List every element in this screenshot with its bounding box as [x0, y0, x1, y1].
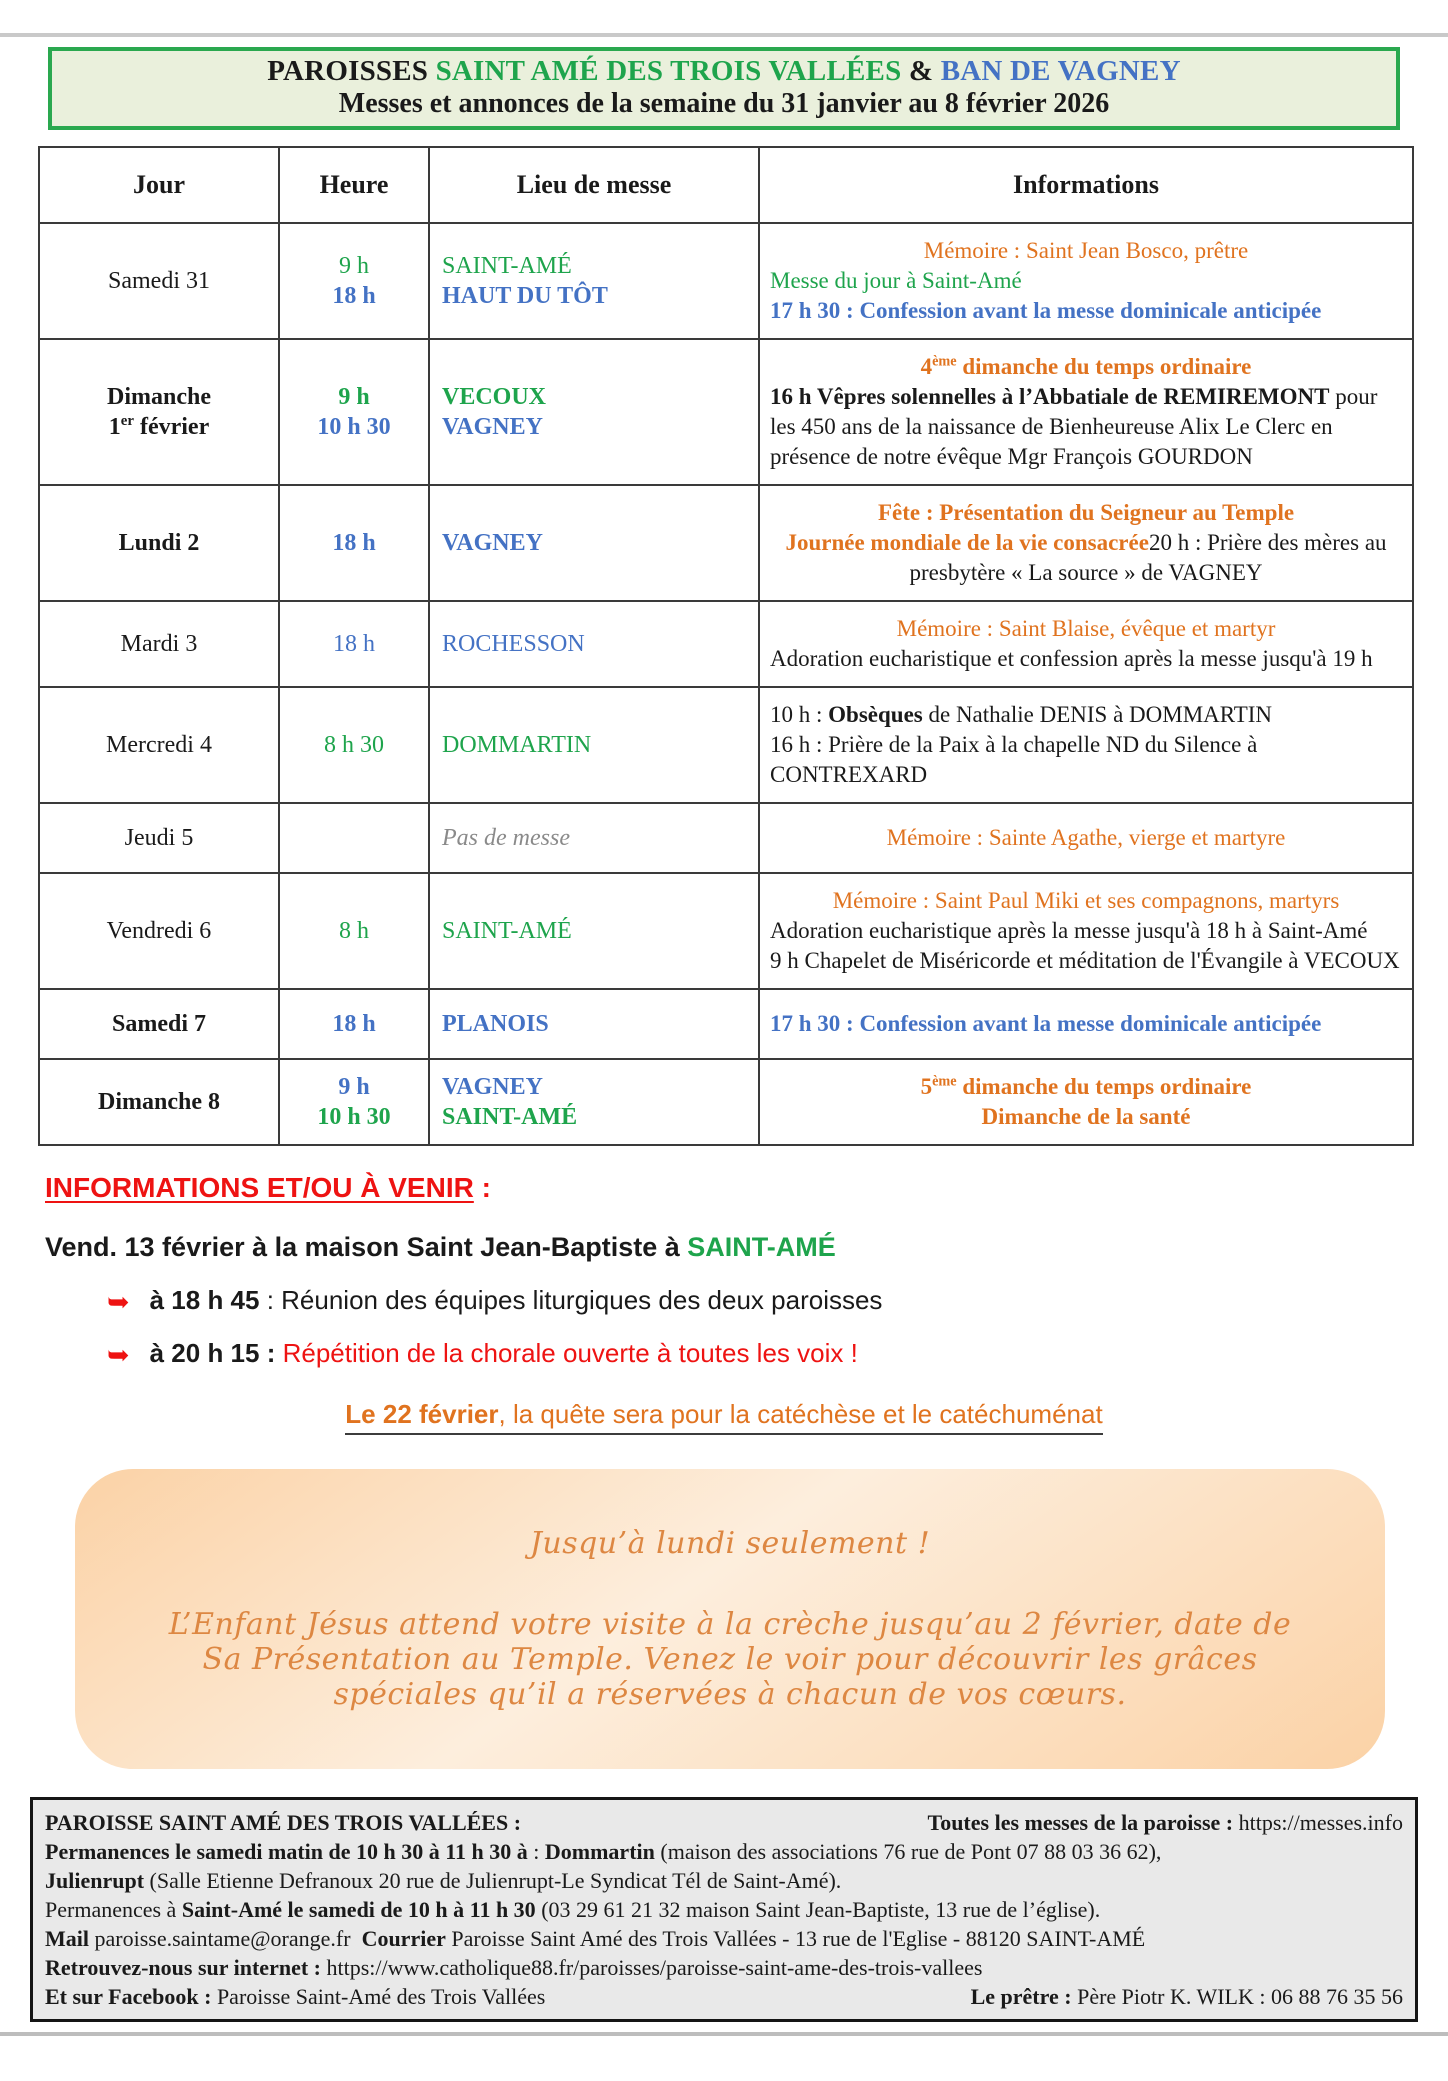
schedule-header-row	[39, 147, 1413, 223]
cell-line	[442, 916, 748, 946]
cell-place	[429, 601, 759, 687]
text-segment: Jeudi 5	[124, 825, 194, 851]
text-segment: , la quête sera pour la catéchèse et le catéchuménat	[498, 1399, 1103, 1429]
footer-line-left	[45, 1808, 521, 1837]
schedule-row	[39, 485, 1413, 601]
text-segment: SAINT-AMÉ	[687, 1232, 836, 1262]
page-subtitle: Messes et annonces de la semaine du 31 janvier au 8 février 2026	[338, 88, 1110, 119]
info-line	[770, 266, 1402, 296]
text-segment: 9 h	[339, 253, 369, 279]
text-segment: Mardi 3	[120, 631, 198, 657]
text-segment: ème	[932, 353, 957, 370]
cell-place	[429, 873, 759, 989]
footer-line-left	[45, 1982, 545, 2011]
info-line	[770, 528, 1402, 588]
cell-informations	[759, 601, 1413, 687]
info-line	[770, 296, 1402, 326]
title-prefix: PAROISSES	[267, 55, 436, 87]
text-segment: Fête : Présentation du Seigneur au Temple	[877, 500, 1295, 525]
cell-line	[442, 823, 748, 853]
text-segment: VAGNEY	[442, 530, 543, 556]
schedule-body	[39, 223, 1413, 1145]
page-edge-shadow	[0, 33, 1448, 37]
info-line	[770, 352, 1402, 382]
text-segment: (03 29 61 21 32 maison Saint Jean-Baptiste, 13 rue de l’église).	[535, 1897, 1101, 1922]
text-segment: Le prêtre :	[970, 1984, 1072, 2009]
info-line	[770, 700, 1402, 730]
bullet-item	[107, 1285, 1403, 1316]
text-segment: 10 h :	[770, 702, 829, 727]
cell-time	[279, 803, 429, 873]
text-segment: paroisse.saintame@orange.fr	[89, 1926, 362, 1951]
cell-line	[290, 251, 418, 281]
footer-line	[45, 1982, 1403, 2011]
info-line	[770, 236, 1402, 266]
text-segment: 5	[920, 1074, 933, 1099]
text-segment: Saint-Amé le samedi de 10 h à 11 h 30	[181, 1897, 536, 1922]
text-segment: 20 h : Prière des mères au presbytère « La source » de VAGNEY	[909, 530, 1387, 585]
cell-place	[429, 687, 759, 803]
cell-line	[50, 629, 268, 659]
info-line	[770, 1102, 1402, 1132]
column-header-lieu: Lieu de messe	[429, 147, 759, 223]
text-segment: 10 h 30	[317, 1104, 391, 1130]
text-segment: 9 h	[338, 384, 370, 410]
info-line	[770, 382, 1402, 472]
text-segment: à 20 h 15 :	[149, 1338, 276, 1368]
cell-place	[429, 223, 759, 339]
cell-line	[50, 1009, 268, 1039]
cell-time	[279, 1059, 429, 1145]
cell-informations	[759, 687, 1413, 803]
text-segment: 9 h Chapelet de Miséricorde et méditation de l'Évangile à VECOUX	[770, 948, 1400, 973]
info-line	[770, 1072, 1402, 1102]
text-segment: Journée mondiale de la vie consacrée	[785, 530, 1149, 555]
collection-announcement-text	[345, 1399, 1102, 1435]
schedule-row	[39, 1059, 1413, 1145]
info-line	[770, 916, 1402, 946]
text-segment: 4	[920, 354, 933, 379]
cell-informations	[759, 803, 1413, 873]
cell-informations	[759, 989, 1413, 1059]
cell-time	[279, 687, 429, 803]
text-segment: 17 h 30 : Confession avant la messe dominicale anticipée	[770, 1011, 1322, 1036]
schedule-row	[39, 687, 1413, 803]
text-segment: (Salle Etienne Defranoux 20 rue de Julienrupt-Le Syndicat Tél de Saint-Amé).	[144, 1868, 842, 1893]
cell-line	[442, 281, 748, 311]
cell-informations	[759, 873, 1413, 989]
text-segment: 18 h	[332, 283, 376, 309]
footer-line	[45, 1895, 1403, 1924]
text-segment: 18 h	[332, 530, 376, 556]
text-segment: 16 h : Prière de la Paix à la chapelle ND du Silence à CONTREXARD	[770, 732, 1258, 787]
text-segment: Paroisse Saint-Amé des Trois Vallées	[211, 1984, 546, 2009]
footer-line-right	[928, 1808, 1403, 1837]
cell-line	[50, 412, 268, 442]
info-line	[770, 730, 1402, 790]
text-segment: Dommartin	[544, 1839, 655, 1864]
event-intro-line	[45, 1232, 1403, 1263]
curved-arrow-icon: ➥	[107, 1287, 130, 1317]
cell-line	[290, 1102, 418, 1132]
cell-line	[50, 730, 268, 760]
text-segment: 8 h 30	[324, 732, 384, 758]
text-segment: SAINT-AMÉ	[442, 1104, 578, 1130]
text-segment: Vend. 13 février à la maison Saint Jean-Baptiste à	[45, 1232, 688, 1262]
text-segment: Pas de messe	[442, 825, 570, 851]
curved-arrow-icon: ➥	[107, 1340, 130, 1370]
text-segment: 8 h	[339, 918, 369, 944]
text-segment: Adoration eucharistique après la messe jusqu'à 18 h à Saint-Amé	[770, 918, 1368, 943]
text-segment: Répétition de la chorale ouverte à toutes les voix !	[275, 1338, 858, 1368]
cell-line	[290, 528, 418, 558]
text-segment: Dimanche	[107, 384, 211, 410]
schedule-header	[39, 147, 1413, 223]
cell-informations	[759, 339, 1413, 485]
info-line	[770, 644, 1402, 674]
schedule-row	[39, 601, 1413, 687]
contact-footer	[30, 1797, 1418, 2022]
text-segment: DOMMARTIN	[442, 732, 592, 758]
collection-announcement	[45, 1399, 1403, 1435]
text-segment: VAGNEY	[442, 1074, 543, 1100]
footer-line	[45, 1924, 1403, 1953]
cell-place	[429, 803, 759, 873]
cell-line	[290, 916, 418, 946]
title-parish2: BAN DE VAGNEY	[940, 55, 1181, 87]
text-segment: Permanences à	[45, 1897, 182, 1922]
text-segment: Samedi 7	[111, 1011, 206, 1037]
text-segment: Messe du jour à Saint-Amé	[770, 268, 1022, 293]
notice-line: L’Enfant Jésus attend votre visite à la crèche jusqu’au 2 février, date de	[168, 1607, 1292, 1643]
text-segment: Mail	[45, 1926, 89, 1951]
cell-day	[39, 485, 279, 601]
page-edge-shadow-bottom	[0, 2032, 1448, 2036]
text-segment: Mémoire : Sainte Agathe, vierge et martyre	[886, 825, 1286, 850]
text-segment: 18 h	[333, 631, 375, 657]
info-line	[770, 614, 1402, 644]
cell-line	[442, 528, 748, 558]
text-segment: VAGNEY	[442, 414, 543, 440]
text-segment: Julienrupt	[45, 1868, 145, 1893]
text-segment: :	[527, 1839, 545, 1864]
cell-line	[442, 412, 748, 442]
text-segment: à 18 h 45	[149, 1285, 260, 1315]
column-header-informations: Informations	[759, 147, 1413, 223]
cell-day	[39, 687, 279, 803]
text-segment: Le 22 février	[345, 1399, 499, 1429]
text-segment: Dimanche 8	[98, 1089, 220, 1115]
column-header-heure: Heure	[279, 147, 429, 223]
text-segment: Père Piotr K. WILK : 06 88 76 35 56	[1071, 1984, 1403, 2009]
cell-day	[39, 803, 279, 873]
cell-time	[279, 601, 429, 687]
text-segment: PAROISSE SAINT AMÉ DES TROIS VALLÉES :	[45, 1810, 522, 1835]
text-segment: er	[120, 413, 134, 429]
text-segment: https://www.catholique88.fr/paroisses/paroisse-saint-ame-des-trois-vallees	[321, 1955, 983, 1980]
cell-line	[290, 1072, 418, 1102]
text-segment: pour les 450 ans de la naissance de Bienheureuse Alix Le Clerc en présence de notre évêque Mgr François GOURDON	[770, 384, 1378, 469]
text-segment: (maison des associations 76 rue de Pont 07 88 03 36 62),	[654, 1839, 1162, 1864]
text-segment: Toutes les messes de la paroisse :	[927, 1810, 1239, 1835]
text-segment: SAINT-AMÉ	[442, 253, 572, 279]
notice-line: spéciales qu’il a réservées à chacun de vos cœurs.	[333, 1677, 1127, 1713]
column-header-jour: Jour	[39, 147, 279, 223]
cell-line	[442, 382, 748, 412]
announcements-heading	[45, 1172, 1403, 1204]
info-line	[770, 823, 1402, 853]
cell-day	[39, 873, 279, 989]
text-segment: Mémoire : Saint Blaise, évêque et martyr	[896, 616, 1276, 641]
info-line	[770, 1009, 1402, 1039]
footer-line	[45, 1953, 1403, 1982]
text-segment: Paroisse Saint Amé des Trois Vallées - 13 rue de l'Eglise - 88120 SAINT-AMÉ	[445, 1926, 1146, 1951]
bullet-list	[45, 1285, 1403, 1369]
info-line	[770, 886, 1402, 916]
cell-line	[442, 730, 748, 760]
text-segment: 16 h Vêpres solennelles à l’Abbatiale de REMIREMONT	[770, 384, 1330, 409]
text-segment: dimanche du temps ordinaire	[956, 1074, 1252, 1099]
cell-line	[50, 382, 268, 412]
text-segment: PLANOIS	[442, 1011, 549, 1037]
cell-line	[442, 251, 748, 281]
notice-box	[75, 1469, 1385, 1769]
cell-time	[279, 485, 429, 601]
text-segment: : Réunion des équipes liturgiques des deux paroisses	[259, 1285, 883, 1315]
cell-place	[429, 485, 759, 601]
text-segment: Samedi 31	[108, 268, 210, 294]
cell-day	[39, 989, 279, 1059]
cell-day	[39, 1059, 279, 1145]
cell-line	[290, 629, 418, 659]
footer-line	[45, 1866, 1403, 1895]
cell-time	[279, 339, 429, 485]
title-separator: &	[901, 55, 941, 87]
schedule-table	[38, 146, 1414, 1146]
cell-informations	[759, 1059, 1413, 1145]
cell-time	[279, 223, 429, 339]
text-segment: Obsèques	[828, 702, 923, 727]
text-segment: 17 h 30 : Confession avant la messe dominicale anticipée	[770, 298, 1322, 323]
schedule-row	[39, 873, 1413, 989]
text-segment: 10 h 30	[317, 414, 391, 440]
title-parish1: SAINT AMÉ DES TROIS VALLÉES	[435, 55, 902, 87]
bullet-text	[150, 1285, 883, 1316]
text-segment: ème	[932, 1073, 957, 1090]
schedule-row	[39, 223, 1413, 339]
text-segment: Lundi 2	[118, 530, 200, 556]
cell-day	[39, 223, 279, 339]
footer-line	[45, 1808, 1403, 1837]
text-segment: de Nathalie DENIS à DOMMARTIN	[922, 702, 1273, 727]
cell-line	[290, 730, 418, 760]
cell-line	[290, 382, 418, 412]
text-segment: 9 h	[338, 1074, 370, 1100]
cell-line	[50, 823, 268, 853]
cell-line	[50, 1087, 268, 1117]
notice-line: Sa Présentation au Temple. Venez le voir pour découvrir les grâces	[202, 1642, 1258, 1678]
text-segment: Mercredi 4	[106, 732, 212, 758]
bullet-item	[107, 1338, 1403, 1369]
cell-line	[50, 916, 268, 946]
bullet-text	[150, 1338, 858, 1369]
text-segment: SAINT-AMÉ	[442, 918, 572, 944]
schedule-row	[39, 989, 1413, 1059]
cell-day	[39, 339, 279, 485]
cell-day	[39, 601, 279, 687]
cell-line	[442, 1072, 748, 1102]
text-segment: Permanences le samedi matin de 10 h 30 à 11 h 30 à	[45, 1839, 528, 1864]
text-segment: Courrier	[361, 1926, 446, 1951]
cell-place	[429, 339, 759, 485]
cell-line	[442, 1102, 748, 1132]
text-segment: Et sur Facebook :	[45, 1984, 212, 2009]
cell-line	[442, 629, 748, 659]
announcements-heading-colon: :	[473, 1172, 491, 1203]
cell-time	[279, 873, 429, 989]
text-segment: Adoration eucharistique et confession après la messe jusqu'à 19 h	[770, 646, 1373, 671]
text-segment: février	[133, 414, 210, 440]
schedule-row	[39, 803, 1413, 873]
page-title	[52, 55, 1396, 88]
cell-informations	[759, 223, 1413, 339]
text-segment: Dimanche de la santé	[981, 1104, 1191, 1129]
cell-line	[50, 266, 268, 296]
cell-line	[290, 1009, 418, 1039]
cell-line	[290, 281, 418, 311]
cell-place	[429, 1059, 759, 1145]
text-segment: 1	[108, 414, 121, 440]
announcements-heading-text: INFORMATIONS ET/OU À VENIR	[45, 1172, 474, 1203]
cell-line	[290, 412, 418, 442]
text-segment: Mémoire : Saint Jean Bosco, prêtre	[923, 238, 1249, 263]
cell-line	[50, 528, 268, 558]
announcements-section	[45, 1172, 1403, 1435]
text-segment: Retrouvez-nous sur internet :	[45, 1955, 321, 1980]
cell-line	[442, 1009, 748, 1039]
text-segment: 18 h	[332, 1011, 376, 1037]
title-banner	[48, 47, 1400, 130]
text-segment: Vendredi 6	[106, 918, 212, 944]
text-segment: https://messes.info	[1238, 1810, 1403, 1835]
text-segment: Mémoire : Saint Paul Miki et ses compagnons, martyrs	[832, 888, 1340, 913]
notice-body	[115, 1607, 1345, 1712]
info-line	[770, 946, 1402, 976]
cell-place	[429, 989, 759, 1059]
cell-informations	[759, 485, 1413, 601]
text-segment: dimanche du temps ordinaire	[956, 354, 1252, 379]
text-segment: HAUT DU TÔT	[442, 283, 608, 309]
text-segment: VECOUX	[442, 384, 547, 410]
info-line	[770, 498, 1402, 528]
text-segment: ROCHESSON	[442, 631, 585, 657]
footer-line-right	[971, 1982, 1403, 2011]
footer-line	[45, 1837, 1403, 1866]
schedule-row	[39, 339, 1413, 485]
cell-time	[279, 989, 429, 1059]
notice-title: Jusqu’à lundi seulement !	[529, 1525, 931, 1561]
